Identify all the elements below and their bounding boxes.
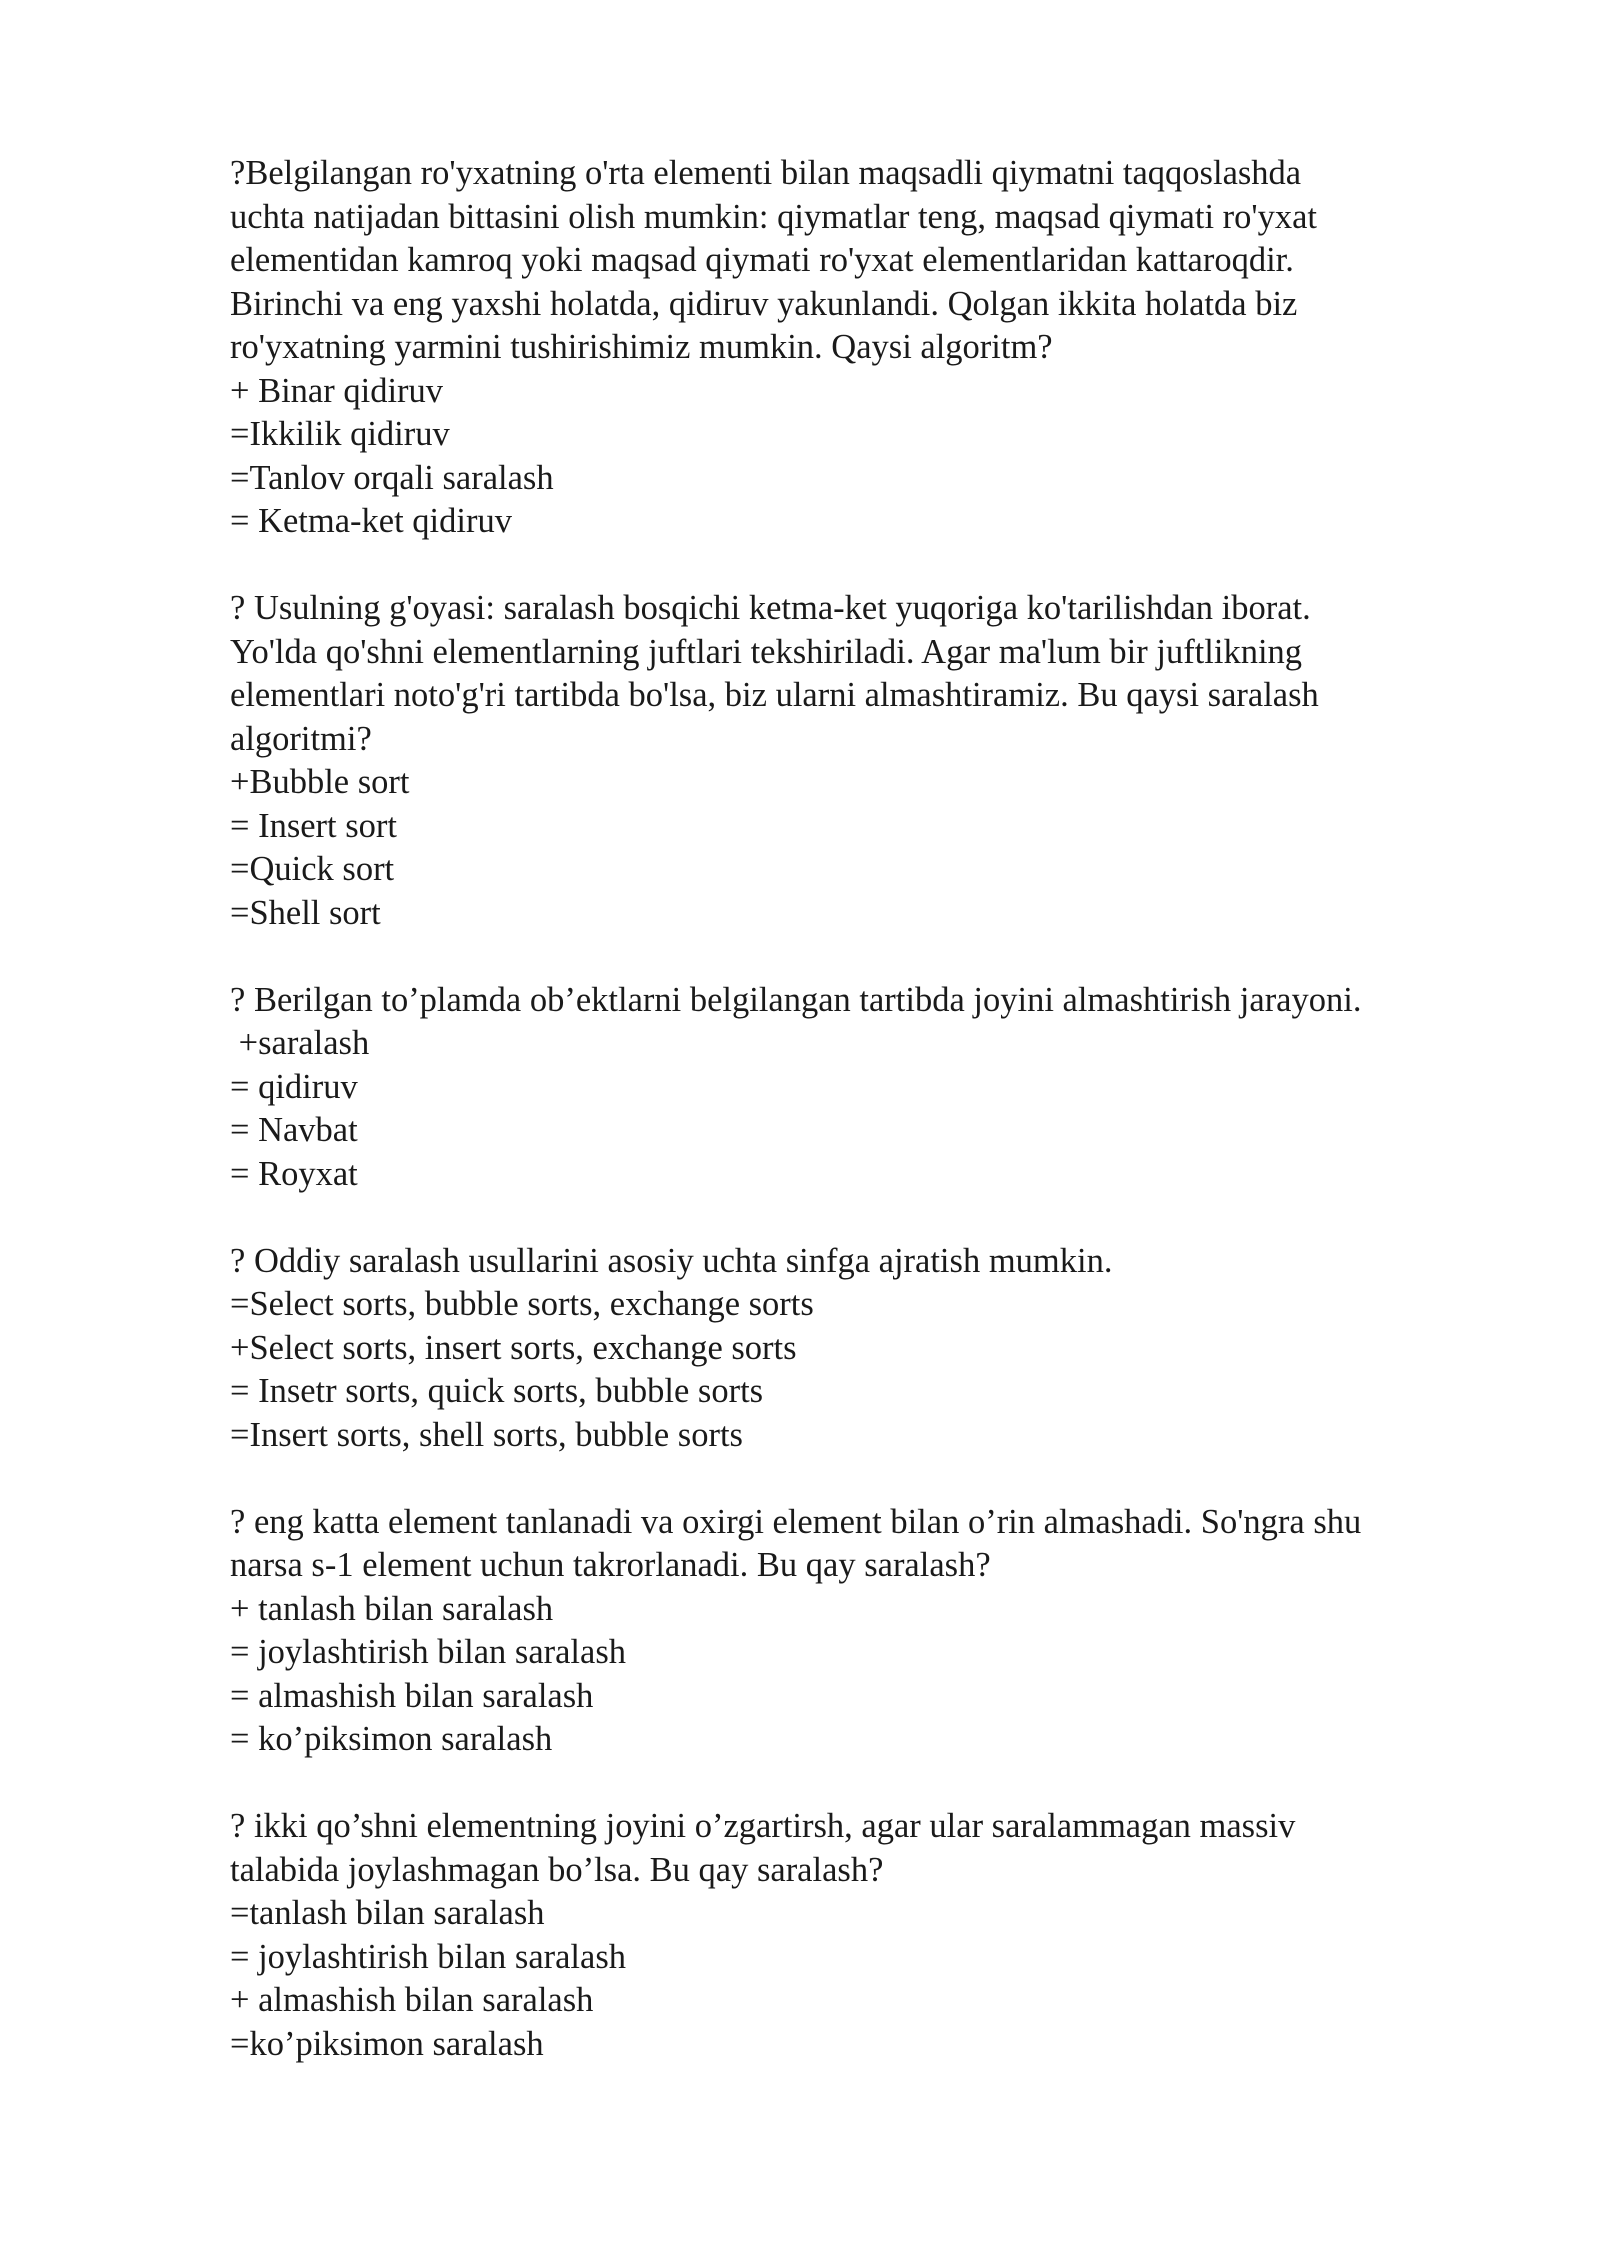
question-block bbox=[230, 1805, 1500, 2066]
answer-option: =ko’piksimon saralash bbox=[230, 2024, 544, 2063]
answer-option: =Select sorts, bubble sorts, exchange sorts bbox=[230, 1285, 814, 1323]
answer-option: = Insetr sorts, quick sorts, bubble sorts bbox=[230, 1372, 764, 1410]
question-block bbox=[230, 979, 1500, 1197]
answer-option: = joylashtirish bilan saralash bbox=[230, 1633, 627, 1671]
question-text-line: elementidan kamroq yoki maqsad qiymati ro'yxat elementlaridan kattaroqdir. bbox=[230, 241, 1294, 279]
question-text-line: ? Oddiy saralash usullarini asosiy uchta sinfga ajratish mumkin. bbox=[230, 1241, 1113, 1280]
answer-option: = Royxat bbox=[230, 1154, 358, 1193]
answer-option: + Binar qidiruv bbox=[230, 371, 444, 410]
answer-option: +saralash bbox=[230, 1024, 370, 1062]
question-block bbox=[230, 587, 1500, 935]
answer-option: +Bubble sort bbox=[230, 763, 410, 801]
question-text-line: ro'yxatning yarmini tushirishimiz mumkin. Qaysi algoritm? bbox=[230, 328, 1053, 366]
question-text-line: algoritmi? bbox=[230, 719, 372, 758]
answer-option: = Ketma-ket qidiruv bbox=[230, 502, 512, 540]
question-text-line: Yo'lda qo'shni elementlarning juftlari tekshiriladi. Agar ma'lum bir juftlikning bbox=[230, 632, 1303, 671]
question-text-line: Birinchi va eng yaxshi holatda, qidiruv yakunlandi. Qolgan ikkita holatda biz bbox=[230, 284, 1298, 323]
answer-option: =Quick sort bbox=[230, 850, 395, 888]
answer-option: = ko’piksimon saralash bbox=[230, 1720, 553, 1758]
question-text-line: narsa s-1 element uchun takrorlanadi. Bu qay saralash? bbox=[230, 1546, 991, 1584]
document-content bbox=[230, 152, 1500, 2110]
answer-option: =Ikkilik qidiruv bbox=[230, 415, 450, 453]
question-text-line: elementlari noto'g'ri tartibda bo'lsa, biz ularni almashtiramiz. Bu qaysi saralash bbox=[230, 676, 1319, 714]
answer-option: +Select sorts, insert sorts, exchange sorts bbox=[230, 1328, 797, 1367]
answer-option: =tanlash bilan saralash bbox=[230, 1894, 545, 1932]
question-block bbox=[230, 152, 1500, 544]
answer-option: = Insert sort bbox=[230, 806, 398, 845]
question-text-line: ? Berilgan to’plamda ob’ektlarni belgilangan tartibda joyini almashtirish jarayoni. bbox=[230, 980, 1362, 1019]
answer-option: + almashish bilan saralash bbox=[230, 1981, 594, 2019]
answer-option: =Insert sorts, shell sorts, bubble sorts bbox=[230, 1415, 743, 1454]
question-block bbox=[230, 1501, 1500, 1762]
answer-option: = Navbat bbox=[230, 1111, 358, 1149]
answer-option: = qidiruv bbox=[230, 1067, 358, 1106]
question-text-line: ? eng katta element tanlanadi va oxirgi element bilan o’rin almashadi. So'ngra shu bbox=[230, 1502, 1362, 1541]
answer-option: = joylashtirish bilan saralash bbox=[230, 1937, 627, 1976]
answer-option: + tanlash bilan saralash bbox=[230, 1589, 554, 1628]
answer-option: = almashish bilan saralash bbox=[230, 1676, 594, 1715]
question-text-line: ?Belgilangan ro'yxatning o'rta elementi bilan maqsadli qiymatni taqqoslashda bbox=[230, 154, 1302, 192]
answer-option: =Tanlov orqali saralash bbox=[230, 458, 554, 497]
question-text-line: uchta natijadan bittasini olish mumkin: qiymatlar teng, maqsad qiymati ro'yxat bbox=[230, 197, 1318, 236]
question-text-line: ? ikki qo’shni elementning joyini o’zgartirsh, agar ular saralammagan massiv bbox=[230, 1807, 1296, 1845]
answer-option: =Shell sort bbox=[230, 893, 381, 932]
question-text-line: talabida joylashmagan bo’lsa. Bu qay saralash? bbox=[230, 1850, 884, 1889]
question-text-line: ? Usulning g'oyasi: saralash bosqichi ketma-ket yuqoriga ko'tarilishdan iborat. bbox=[230, 589, 1311, 627]
question-block bbox=[230, 1240, 1500, 1458]
